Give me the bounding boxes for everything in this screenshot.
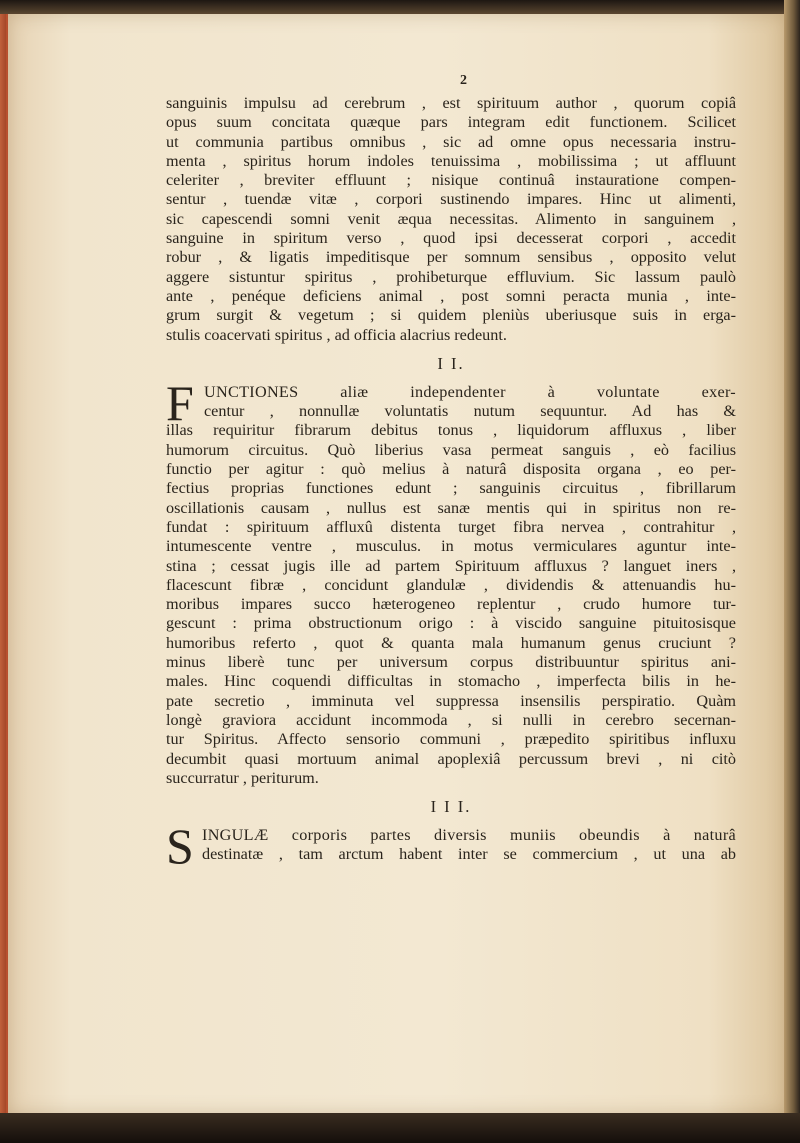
text-line: fectius proprias functiones edunt ; sanguinis circuitus , fibrillarum bbox=[166, 479, 736, 498]
text-line: opus suum concitata quæque pars integram edit functionem. Scilicet bbox=[166, 113, 736, 132]
text-line: centur , nonnullæ voluntatis nutum sequuntur. Ad has & bbox=[204, 402, 736, 421]
text-line: stina ; cessat jugis ille ad partem Spirituum affluxus ? languet iners , bbox=[166, 556, 736, 575]
text-line: decumbit quasi mortuum animal apoplexiâ percussum brevi , ni citò bbox=[166, 749, 736, 768]
text-line: oscillationis causam , nullus est sanæ mentis qui in spiritus non re- bbox=[166, 498, 736, 517]
text-line: UNCTIONES aliæ independenter à voluntate exer- bbox=[204, 382, 736, 401]
text-line: stulis coacervati spiritus , ad officia alacrius redeunt. bbox=[166, 325, 507, 344]
text-line: sanguinis impulsu ad cerebrum , est spirituum author , quorum copiâ bbox=[166, 94, 736, 112]
text-line: sic capescendi somni venit æqua necessitas. Alimento in sanguinem , bbox=[166, 209, 736, 228]
page-fore-edge bbox=[784, 0, 800, 1143]
text-line: males. Hinc coquendi difficultas in stomacho , imperfecta bilis in he- bbox=[166, 672, 736, 691]
text-line: ante , penéque deficiens animal , post somni peracta munia , inte- bbox=[166, 286, 736, 305]
text-line: succurratur , periturum. bbox=[166, 768, 319, 787]
scan-border-top bbox=[0, 0, 800, 14]
text-line: pate secretio , imminuta vel suppressa insensilis perspiratio. Quàm bbox=[166, 691, 736, 710]
text-line: functio per agitur : quò melius à naturâ disposita organa , eo per- bbox=[166, 460, 736, 479]
text-line: grum surgit & vegetum ; si quidem pleniùs uberiusque suis in erga- bbox=[166, 306, 736, 325]
text-line: fundat : spirituum affluxû distenta turget fibra nervea , contrahitur , bbox=[166, 517, 736, 536]
text-line: illas requiritur fibrarum debitus tonus , liquidorum affluxus , liber bbox=[166, 421, 736, 440]
intro-paragraph bbox=[166, 94, 736, 345]
text-line: minus liberè tunc per universum corpus distribuuntur spiritus ani- bbox=[166, 653, 736, 672]
text-line: destinatæ , tam arctum habent inter se commercium , ut una ab bbox=[202, 845, 736, 864]
scan-border-bottom bbox=[0, 1113, 800, 1143]
text-line: sentur , tuendæ vitæ , corpori sustinendo impares. Hinc ut alimenti, bbox=[166, 190, 736, 209]
text-line: gescunt : prima obstructionum origo : à viscido sanguine pituitosisque bbox=[166, 614, 736, 633]
section-ii-paragraph bbox=[166, 374, 736, 788]
section-heading-iii: I I I. bbox=[430, 797, 472, 817]
page-number: 2 bbox=[460, 73, 467, 88]
section-iii-paragraph bbox=[166, 818, 736, 875]
drop-cap: S bbox=[166, 818, 194, 875]
text-line: robur , & ligatis impeditisque per somnum sensibus , opposito velut bbox=[166, 248, 736, 267]
section-heading-ii: I I. bbox=[437, 353, 465, 373]
text-line: flacescunt fibræ , concidunt glandulæ , dividendis & attenuandis hu- bbox=[166, 575, 736, 594]
text-line: longè graviora accidunt incommoda , si nulli in cerebro secernan- bbox=[166, 710, 736, 729]
text-line: celeriter , breviter effluunt ; nisique continuâ instauratione compen- bbox=[166, 171, 736, 190]
text-line: moribus impares succo hæterogeneo replentur , crudo humore tur- bbox=[166, 595, 736, 614]
text-line: humorum circuitus. Quò liberius vasa permeat sanguis , eò facilius bbox=[166, 440, 736, 459]
text-line: humoribus referto , quot & quanta mala humanum genus cruciunt ? bbox=[166, 633, 736, 652]
text-line: menta , spiritus horum indoles tenuissima , mobilissima ; ut affluunt bbox=[166, 151, 736, 170]
text-line: INGULÆ corporis partes diversis muniis obeundis à naturâ bbox=[202, 826, 736, 845]
text-line: aggere sistuntur spiritus , prohibeturque effluvium. Sic lassum paulò bbox=[166, 267, 736, 286]
text-line: tur Spiritus. Affecto sensorio communi , præpedito spiritibus influxu bbox=[166, 730, 736, 749]
drop-cap: F bbox=[166, 374, 194, 431]
page-text bbox=[166, 94, 736, 875]
text-line: intumescente ventre , musculus. in motus vermiculares aguntur inte- bbox=[166, 537, 736, 556]
text-line: ut communia partibus omnibus , sic ad omne opus necessaria instru- bbox=[166, 132, 736, 151]
text-line: sanguine in spiritum verso , quod ipsi decesserat corpori , accedit bbox=[166, 229, 736, 248]
